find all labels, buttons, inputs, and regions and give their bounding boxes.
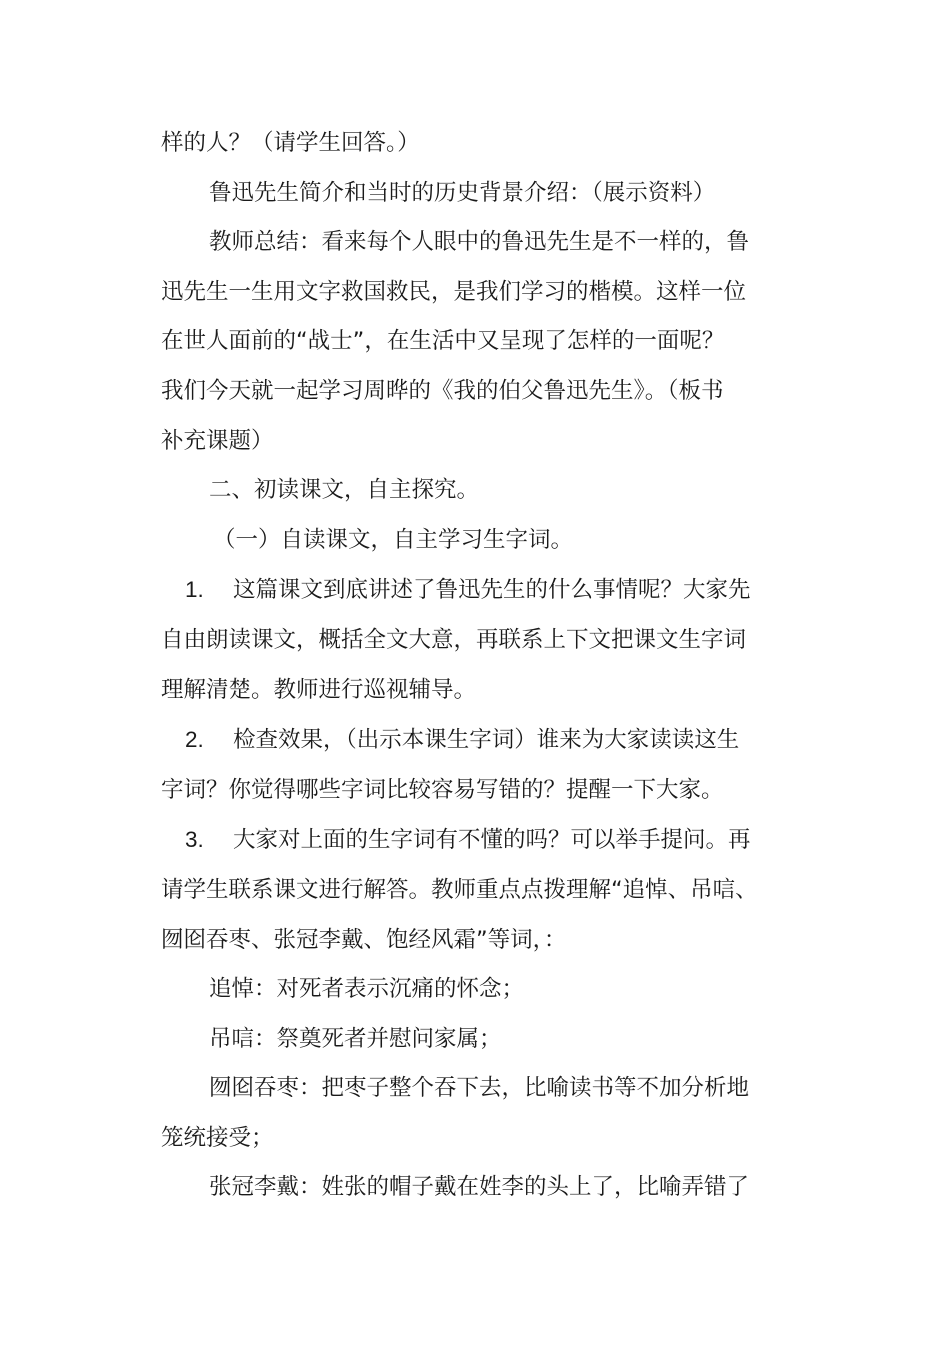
paragraph-line: 理解清楚。教师进行巡视辅导。 <box>161 676 477 703</box>
item-number: 3. <box>185 827 204 853</box>
numbered-item-3 <box>161 815 751 866</box>
item-number: 2. <box>185 727 204 753</box>
numbered-item-1 <box>161 565 751 616</box>
document-body <box>161 119 758 1213</box>
subsection-heading: （一）自读课文，自主学习生字词。 <box>213 526 574 553</box>
item-text: 这篇课文到底讲述了鲁迅先生的什么事情呢？大家先 <box>233 577 751 604</box>
item-text: 大家对上面的生字词有不懂的吗？可以举手提问。再 <box>233 827 751 854</box>
definition-line: 囫囵吞枣：把枣子整个吞下去，比喻读书等不加分析地 <box>209 1075 750 1102</box>
paragraph-line: 笼统接受； <box>161 1124 274 1151</box>
definition-line: 吊唁：祭奠死者并慰问家属； <box>209 1025 502 1052</box>
paragraph-line: 囫囵吞枣、张冠李戴、饱经风霜”等词，： <box>161 926 567 953</box>
paragraph-line: 字词？你觉得哪些字词比较容易写错的？提醒一下大家。 <box>161 776 724 803</box>
paragraph-line: 自由朗读课文，概括全文大意，再联系上下文把课文生字词 <box>161 626 747 653</box>
paragraph-line: 样的人？（请学生回答。） <box>161 130 420 156</box>
definition-line: 张冠李戴：姓张的帽子戴在姓李的头上了，比喻弄错了 <box>209 1174 750 1201</box>
paragraph-line: 在世人面前的“战士”，在生活中又呈现了怎样的一面呢？ <box>161 328 725 355</box>
paragraph-line: 迅先生一生用文字救国救民，是我们学习的楷模。这样一位 <box>161 278 747 305</box>
item-number: 1. <box>185 577 204 603</box>
paragraph-line: 我们今天就一起学习周晔的《我的伯父鲁迅先生》。（板书 <box>161 377 724 404</box>
paragraph-line: 请学生联系课文进行解答。教师重点点拨理解“追悼、吊唁、 <box>161 876 758 903</box>
paragraph-line: 补充课题） <box>161 427 274 454</box>
numbered-item-2 <box>161 715 751 766</box>
paragraph-line: 教师总结：看来每个人眼中的鲁迅先生是不一样的，鲁 <box>209 229 750 256</box>
item-text: 检查效果，（出示本课生字词）谁来为大家读读这生 <box>233 727 740 754</box>
paragraph-line: 鲁迅先生简介和当时的历史背景介绍：（展示资料） <box>209 179 716 206</box>
definition-line: 追悼：对死者表示沉痛的怀念； <box>209 976 525 1003</box>
section-heading: 二、初读课文，自主探究。 <box>209 477 480 504</box>
